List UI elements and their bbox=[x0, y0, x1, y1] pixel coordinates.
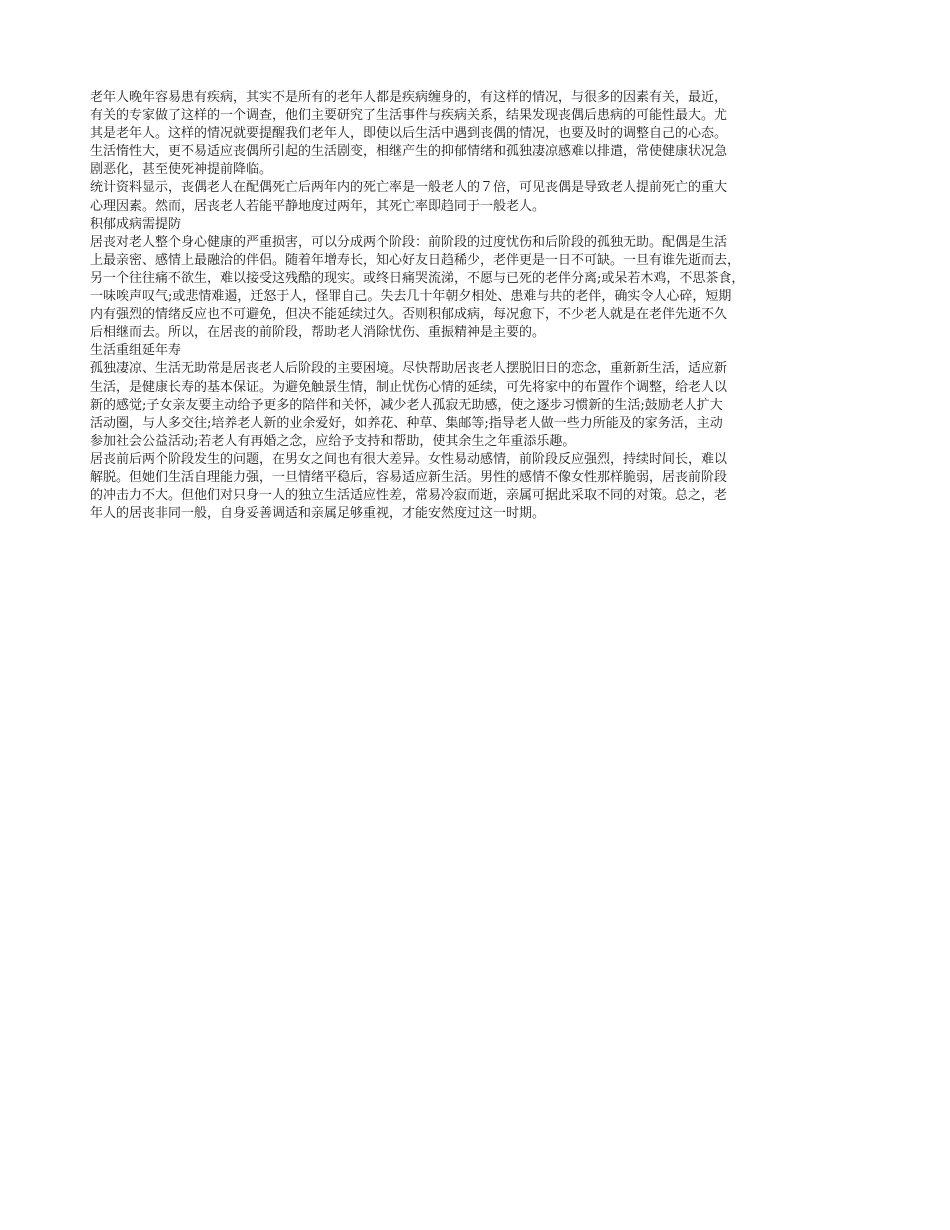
text-line: 有关的专家做了这样的一个调查，他们主要研究了生活事件与疾病关系，结果发现丧偶后患病的可能性最大。尤 bbox=[90, 108, 728, 124]
text-line: 剧恶化，甚至使死神提前降临。 bbox=[90, 162, 273, 178]
text-line: 统计资料显示，丧偶老人在配偶死亡后两年内的死亡率是一般老人的７倍，可见丧偶是导致老人提前死亡的重大 bbox=[90, 180, 728, 196]
document-body bbox=[90, 89, 870, 523]
text-line: 后相继而去。所以，在居丧的前阶段，帮助老人消除忧伤、重振精神是主要的。 bbox=[90, 325, 546, 341]
text-line: 居丧前后两个阶段发生的问题，在男女之间也有很大差异。女性易动感情，前阶段反应强烈，持续时间长，难以 bbox=[90, 451, 728, 467]
text-line: 其是老年人。这样的情况就要提醒我们老年人，即使以后生活中遇到丧偶的情况，也要及时的调整自己的心态。 bbox=[90, 126, 728, 142]
text-line: 心理因素。然而，居丧老人若能平静地度过两年，其死亡率即趋同于一般老人。 bbox=[90, 198, 546, 214]
text-line: 居丧对老人整个身心健康的严重损害，可以分成两个阶段：前阶段的过度忧伤和后阶段的孤独无助。配偶是生活 bbox=[90, 234, 728, 250]
text-line: 生活惰性大，更不易适应丧偶所引起的生活剧变，相继产生的抑郁情绪和孤独凄凉感难以排遣，常使健康状况急 bbox=[90, 144, 728, 160]
text-line: 上最亲密、感情上最融洽的伴侣。随着年增寿长，知心好友日趋稀少，老伴更是一日不可缺。一旦有谁先逝而去， bbox=[90, 252, 741, 268]
text-line: 老年人晚年容易患有疾病，其实不是所有的老年人都是疾病缠身的，有这样的情况，与很多的因素有关，最近， bbox=[90, 90, 728, 105]
text-line: 孤独凄凉、生活无助常是居丧老人后阶段的主要困境。尽快帮助居丧老人摆脱旧日的恋念，重新新生活，适应新 bbox=[90, 361, 728, 377]
text-line: 活动圈，与人多交往;培养老人新的业余爱好，如养花、种草、集邮等;指导老人做一些力所能及的家务活，主动 bbox=[90, 415, 723, 431]
text-line: 解脱。但她们生活自理能力强，一旦情绪平稳后，容易适应新生活。男性的感情不像女性那样脆弱，居丧前阶段 bbox=[90, 469, 728, 485]
text-line: 新的感觉;子女亲友要主动给予更多的陪伴和关怀，减少老人孤寂无助感，使之逐步习惯新的生活;鼓励老人扩大 bbox=[90, 397, 723, 413]
text-line: 年人的居丧非同一般，自身妥善调适和亲属足够重视，才能安然度过这一时期。 bbox=[90, 506, 546, 522]
section-heading: 积郁成病需提防 bbox=[90, 216, 182, 232]
text-line: 生活，是健康长寿的基本保证。为避免触景生情，制止忧伤心情的延续，可先将家中的布置作个调整，给老人以 bbox=[90, 379, 728, 395]
text-line: 的冲击力不大。但他们对只身一人的独立生活适应性差，常易冷寂而逝，亲属可据此采取不同的对策。总之，老 bbox=[90, 488, 728, 504]
text-line: 内有强烈的情绪反应也不可避免，但决不能延续过久。否则积郁成病，每况愈下，不少老人就是在老伴先逝不久 bbox=[90, 307, 728, 323]
text-line: 参加社会公益活动;若老人有再婚之念，应给予支持和帮助，使其余生之年重添乐趣。 bbox=[90, 433, 576, 449]
section-heading: 生活重组延年寿 bbox=[90, 343, 182, 359]
text-line: 一味唉声叹气;或悲情难遏，迁怒于人，怪罪自己。失去几十年朝夕相处、患难与共的老伴，确实令人心碎，短期 bbox=[90, 289, 732, 305]
text-line: 另一个往往痛不欲生，难以接受这残酷的现实。或终日痛哭流涕，不愿与已死的老伴分离;或呆若木鸡，不思茶食， bbox=[90, 270, 745, 286]
